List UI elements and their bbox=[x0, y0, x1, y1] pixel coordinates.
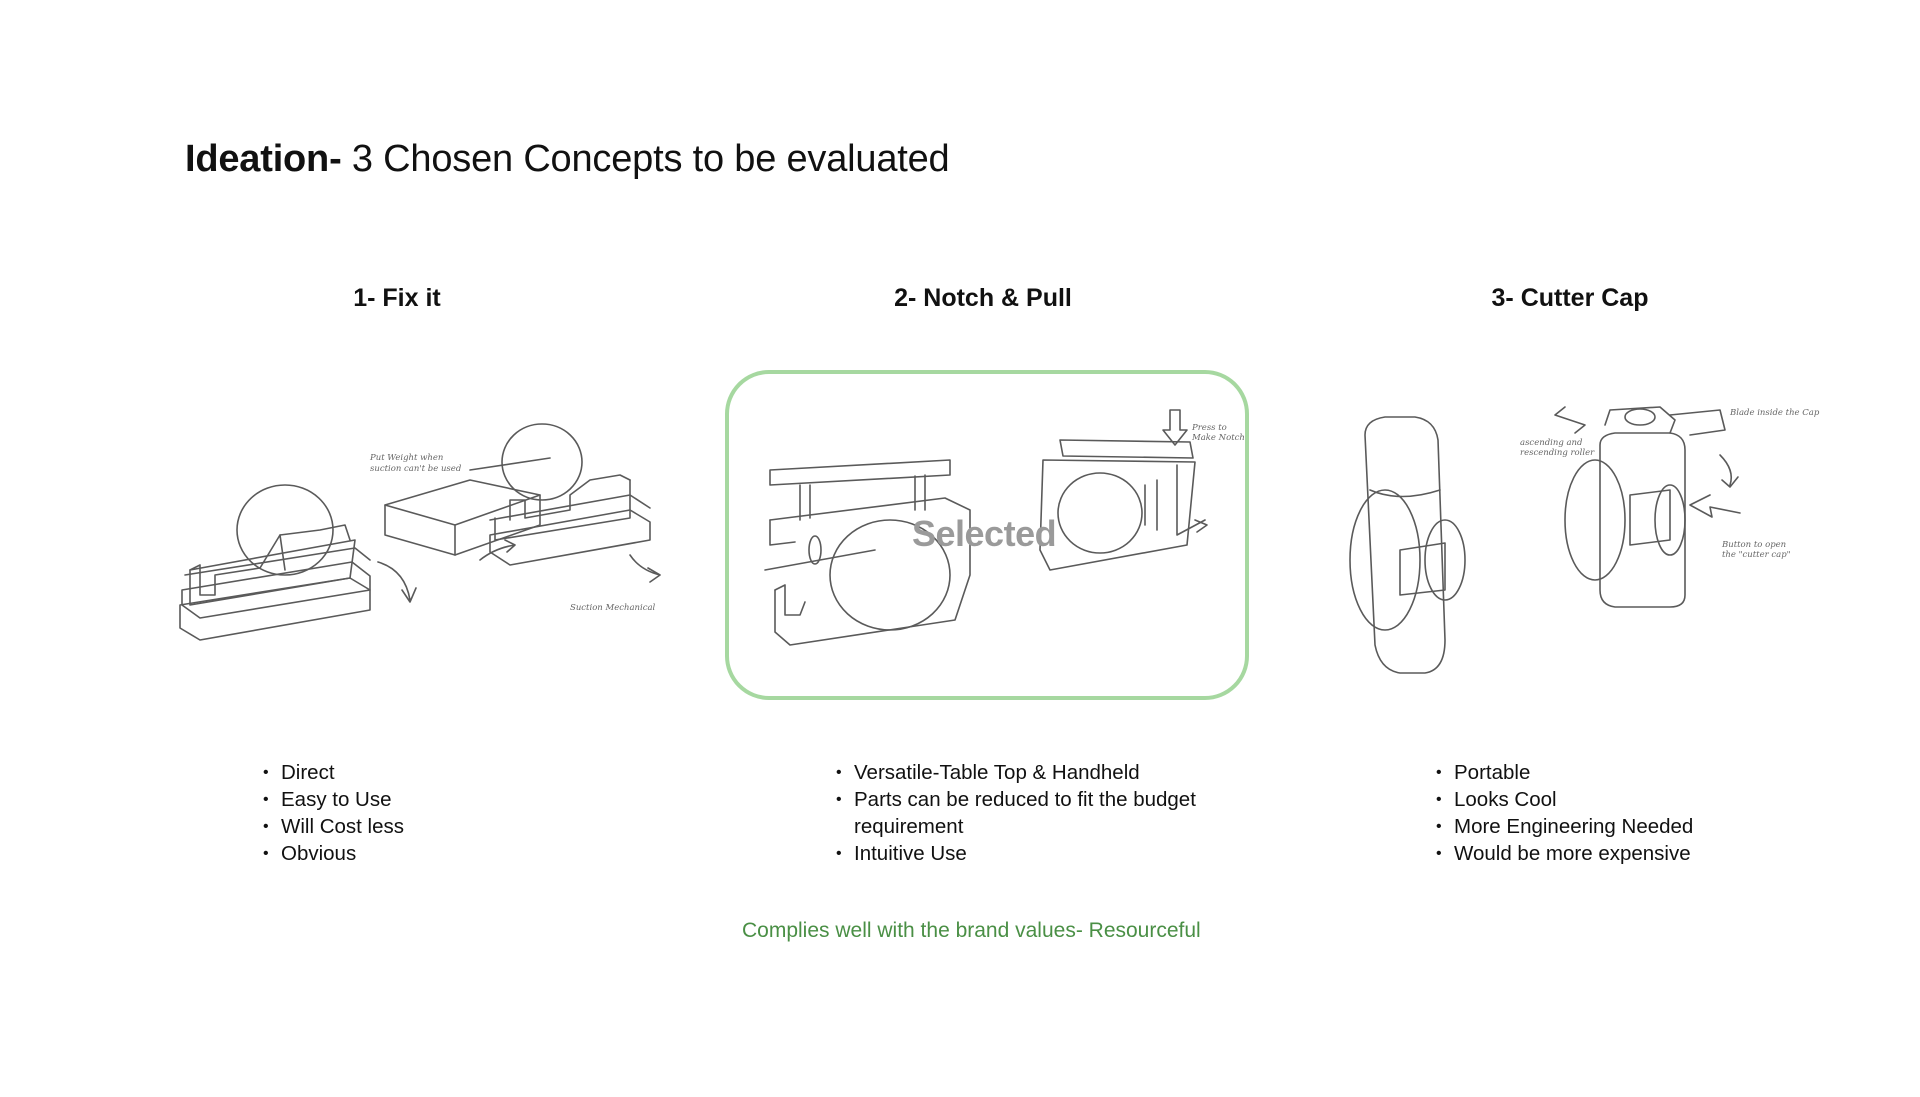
concept-3-title: 3- Cutter Cap bbox=[1491, 284, 1649, 312]
list-item: • Will Cost less bbox=[263, 813, 563, 840]
note-roller-2: rescending roller bbox=[1520, 448, 1595, 458]
list-item: • Looks Cool bbox=[1436, 786, 1766, 813]
note-button-2: the "cutter cap" bbox=[1722, 550, 1791, 560]
brand-values-note: Complies well with the brand values- Resourceful bbox=[742, 919, 1201, 942]
list-item: • More Engineering Needed bbox=[1436, 813, 1766, 840]
note-blade: Blade inside the Cap bbox=[1730, 408, 1820, 418]
concept-2-points bbox=[836, 759, 1196, 867]
concept-1-points bbox=[263, 759, 563, 867]
list-item: • Intuitive Use bbox=[836, 840, 1196, 867]
note-weight: Put Weight when bbox=[370, 453, 444, 463]
page-title bbox=[185, 138, 950, 181]
title-emphasis: Ideation- bbox=[185, 138, 342, 180]
list-item: • Parts can be reduced to fit the budget requirement bbox=[836, 786, 1196, 840]
note-suction: Suction Mechanical bbox=[570, 603, 656, 613]
note-button: Button to open bbox=[1722, 540, 1787, 550]
concept-3-sketch bbox=[1330, 395, 1820, 685]
note-notch: Make Notch bbox=[1192, 433, 1245, 443]
note-press: Press to bbox=[1192, 423, 1227, 433]
selected-label: Selected bbox=[912, 513, 1057, 554]
concept-3-points bbox=[1436, 759, 1766, 867]
list-item: • Portable bbox=[1436, 759, 1766, 786]
note-roller: ascending and bbox=[1520, 438, 1583, 448]
note-weight-2: suction can't be used bbox=[370, 464, 462, 474]
list-item: • Obvious bbox=[263, 840, 563, 867]
concept-1-sketch bbox=[170, 400, 690, 690]
concept-2-title: 2- Notch & Pull bbox=[894, 284, 1072, 312]
list-item: • Versatile-Table Top & Handheld bbox=[836, 759, 1196, 786]
list-item: • Easy to Use bbox=[263, 786, 563, 813]
concept-1-title: 1- Fix it bbox=[353, 284, 441, 312]
title-text: 3 Chosen Concepts to be evaluated bbox=[341, 138, 950, 180]
list-item: • Would be more expensive bbox=[1436, 840, 1766, 867]
list-item: • Direct bbox=[263, 759, 563, 786]
